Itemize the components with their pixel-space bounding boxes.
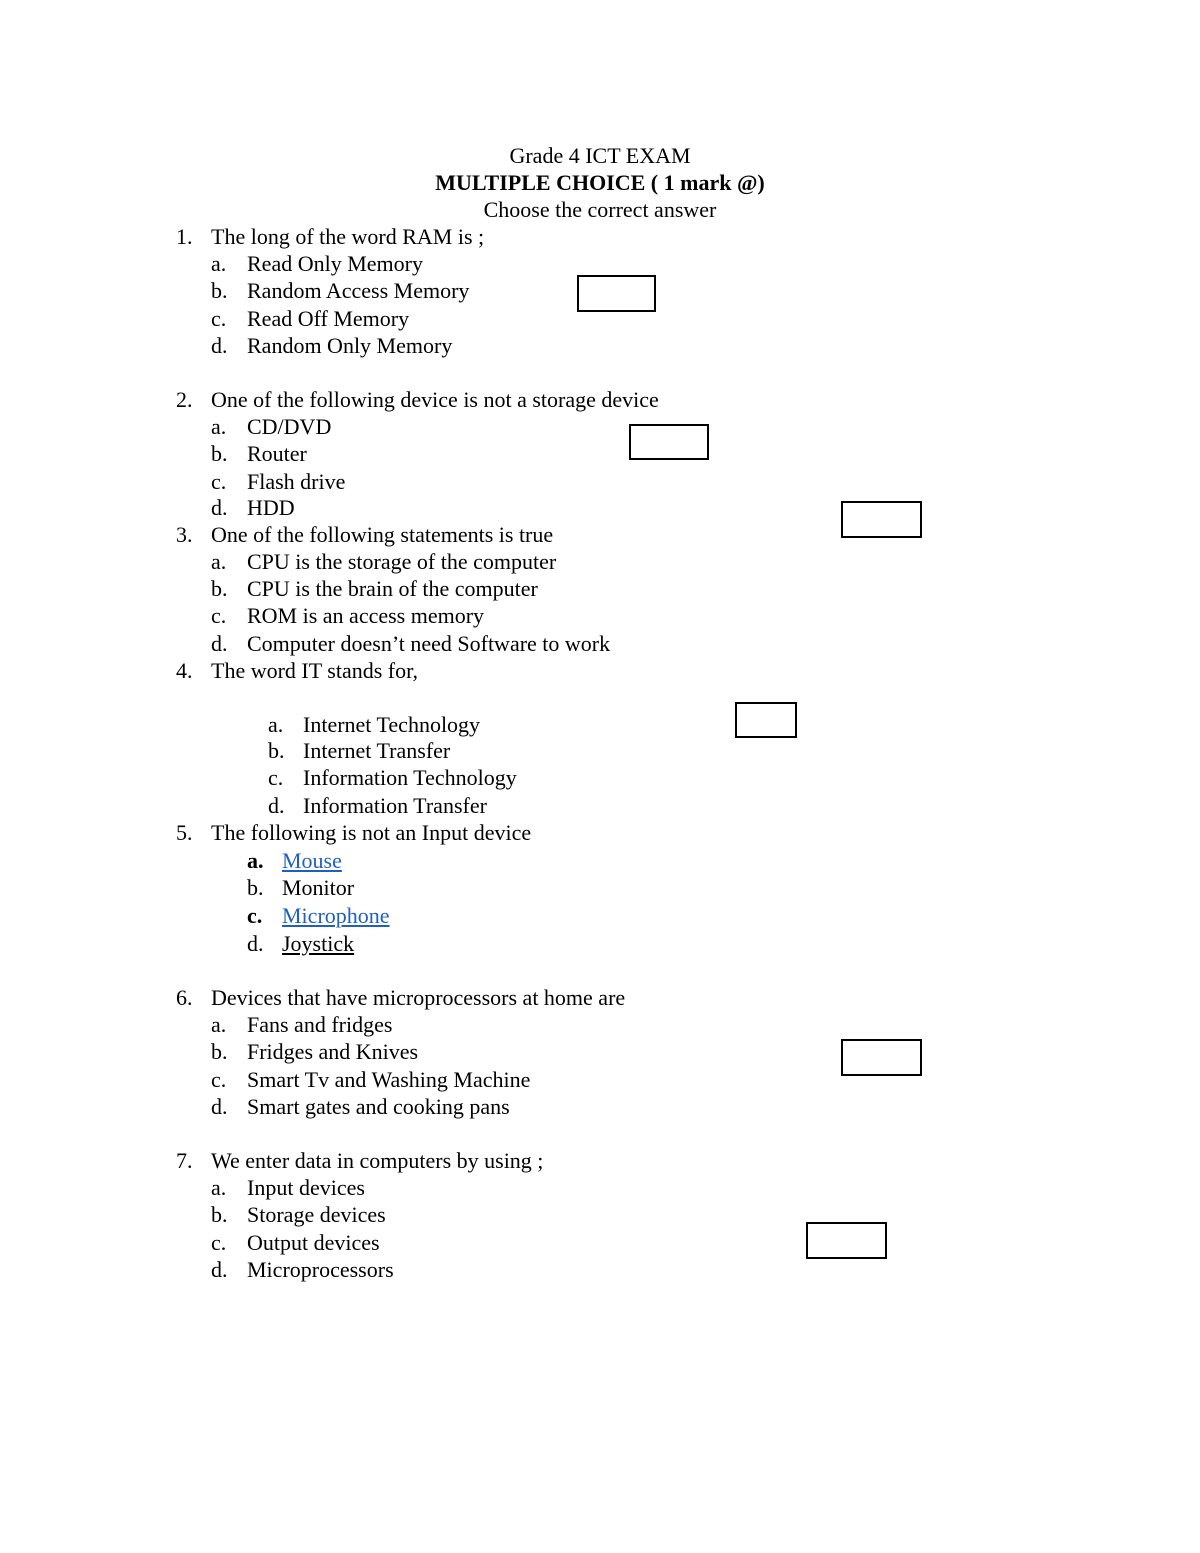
option-text: HDD [247, 495, 295, 520]
option-text: Router [247, 441, 307, 466]
option-text: Microprocessors [247, 1257, 394, 1282]
option-letter: a. [211, 549, 227, 574]
option-letter: b. [211, 441, 228, 466]
option-text: Information Transfer [303, 793, 487, 818]
option-text: Monitor [282, 875, 355, 900]
option-letter: b. [211, 576, 228, 601]
option-text: Information Technology [303, 765, 517, 790]
option-text: Internet Technology [303, 712, 481, 737]
question-text: Devices that have microprocessors at home are [211, 985, 626, 1010]
option-link-microphone[interactable]: Microphone [282, 903, 390, 928]
option-letter: c. [211, 603, 227, 628]
option-letter: c. [211, 306, 227, 331]
option-text: Fridges and Knives [247, 1039, 419, 1064]
option-letter: c. [211, 1067, 227, 1092]
question-number: 5. [176, 820, 193, 845]
option-text: CD/DVD [247, 414, 332, 439]
option-text: Input devices [247, 1175, 365, 1200]
question-text: The long of the word RAM is ; [211, 224, 485, 249]
question-number: 4. [176, 658, 193, 683]
option-letter: d. [268, 793, 285, 818]
option-text: Storage devices [247, 1202, 386, 1227]
option-letter: a. [268, 712, 284, 737]
question-text: We enter data in computers by using ; [211, 1148, 544, 1173]
option-letter: d. [211, 333, 228, 358]
option-text: Random Only Memory [247, 333, 453, 358]
question-text: One of the following device is not a storage device [211, 387, 659, 412]
answer-box-q7[interactable] [806, 1222, 887, 1259]
question-text: The following is not an Input device [211, 820, 532, 845]
option-text: Smart gates and cooking pans [247, 1094, 510, 1119]
option-letter: d. [211, 631, 228, 656]
exam-title: Grade 4 ICT EXAM [509, 143, 691, 168]
option-letter: b. [211, 1202, 228, 1227]
option-text: Internet Transfer [303, 738, 451, 763]
option-letter: b. [268, 738, 285, 763]
answer-box-q1[interactable] [577, 275, 656, 312]
option-letter: d. [211, 495, 228, 520]
answer-box-q4[interactable] [735, 702, 797, 738]
option-letter: c. [211, 469, 227, 494]
question-text: The word IT stands for, [211, 658, 419, 683]
answer-box-q2[interactable] [629, 424, 709, 460]
question-number: 2. [176, 387, 193, 412]
option-letter: d. [211, 1094, 228, 1119]
option-letter: b. [211, 1039, 228, 1064]
option-letter: a. [211, 1012, 227, 1037]
section-heading: MULTIPLE CHOICE ( 1 mark @) [435, 170, 765, 195]
option-letter: a. [211, 251, 227, 276]
question-number: 7. [176, 1148, 193, 1173]
option-text: Read Off Memory [247, 306, 410, 331]
option-text: Read Only Memory [247, 251, 423, 276]
option-text: Smart Tv and Washing Machine [247, 1067, 531, 1092]
option-letter: c. [211, 1230, 227, 1255]
option-letter: d. [247, 931, 264, 956]
option-link-mouse[interactable]: Mouse [282, 848, 342, 873]
option-text: Random Access Memory [247, 278, 470, 303]
option-letter: b. [211, 278, 228, 303]
option-text: Joystick [282, 931, 355, 956]
question-number: 1. [176, 224, 193, 249]
option-letter: a. [211, 414, 227, 439]
option-letter: d. [211, 1257, 228, 1282]
option-text: Flash drive [247, 469, 346, 494]
option-letter: c. [268, 765, 284, 790]
question-number: 3. [176, 522, 193, 547]
option-letter: b. [247, 875, 264, 900]
answer-box-q6[interactable] [841, 1039, 922, 1076]
option-letter: c. [247, 903, 263, 928]
answer-box-q3[interactable] [841, 501, 922, 538]
option-letter: a. [247, 848, 264, 873]
option-text: CPU is the storage of the computer [247, 549, 557, 574]
question-number: 6. [176, 985, 193, 1010]
option-text: ROM is an access memory [247, 603, 485, 628]
option-text: Output devices [247, 1230, 380, 1255]
option-text: Computer doesn’t need Software to work [247, 631, 611, 656]
option-letter: a. [211, 1175, 227, 1200]
option-text: Fans and fridges [247, 1012, 393, 1037]
option-text: CPU is the brain of the computer [247, 576, 538, 601]
instruction: Choose the correct answer [483, 197, 717, 222]
question-text: One of the following statements is true [211, 522, 554, 547]
